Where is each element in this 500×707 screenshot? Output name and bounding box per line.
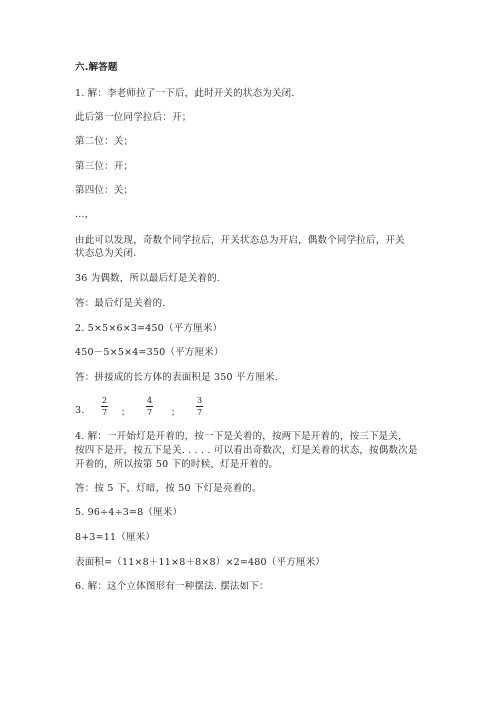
q3-label: 3. <box>75 405 85 416</box>
q3-fraction-3-numerator: 3 <box>197 396 203 405</box>
q1-line-5: 第四位：关； <box>75 185 134 196</box>
fraction-bar <box>101 406 108 407</box>
q1-line-2: 此后第一位同学拉后：开； <box>75 112 192 123</box>
q1-line-4: 第三位：开； <box>75 161 134 172</box>
fraction-bar <box>196 406 203 407</box>
q4-line-2: 按四下是开，按五下是关. . . . . 可以看出奇数次，灯是关着的状态，按偶数次是 <box>75 445 418 456</box>
fraction-bar <box>146 406 153 407</box>
q1-line-3: 第二位：关； <box>75 136 134 147</box>
q2-answer: 答：拼接成的长方体的表面积是 350 平方厘米. <box>75 372 278 383</box>
q3-fraction-2-numerator: 4 <box>147 396 153 405</box>
q3-fraction-2 <box>146 396 153 417</box>
q3-fraction-1-numerator: 2 <box>102 396 108 405</box>
q4-line-3: 开着的，所以按第 50 下的时候，灯是开着的。 <box>75 459 279 470</box>
q3-fraction-3 <box>196 396 203 417</box>
q3-fraction-3-denominator: 7 <box>197 408 203 417</box>
q6-line-1: 6. 解：这个立体图形有一种摆法. 摆法如下： <box>75 581 269 592</box>
q1-line-8: 状态总为关闭. <box>75 248 137 259</box>
q1-answer: 答：最后灯是关着的. <box>75 298 166 309</box>
q5-line-3: 表面积=（11×8＋11×8＋8×8）×2=480（平方厘米） <box>75 557 325 568</box>
q3-fraction-1-denominator: 7 <box>102 408 108 417</box>
q3-separator-2: ； <box>171 408 181 418</box>
section-title: 六.解答题 <box>75 62 118 73</box>
q1-line-7: 由此可以发现，奇数个同学拉后，开关状态总为开启，偶数个同学拉后，开关 <box>75 235 405 246</box>
q4-answer: 答：按 5 下，灯暗，按 50 下灯是亮着的。 <box>75 483 262 494</box>
q5-line-1: 5. 96÷4÷3=8（厘米） <box>75 507 183 518</box>
q2-line-1: 2. 5×5×6×3=450（平方厘米） <box>75 323 223 334</box>
q1-line-9: 36 为偶数，所以最后灯是关着的. <box>75 273 221 284</box>
q3-fraction-1 <box>101 396 108 417</box>
q5-line-2: 8+3=11（厘米） <box>75 532 156 543</box>
q4-line-1: 4. 解：一开始灯是开着的，按一下是关着的，按两下是开着的，按三下是关， <box>75 431 408 442</box>
q3-separator-1: ； <box>121 408 131 418</box>
q3-fraction-2-denominator: 7 <box>147 408 153 417</box>
q1-line-6: …， <box>75 209 95 220</box>
q1-line-1: 1. 解：李老师拉了一下后，此时开关的状态为关闭. <box>75 88 295 99</box>
q2-line-2: 450－5×5×4=350（平方厘米） <box>75 347 224 358</box>
